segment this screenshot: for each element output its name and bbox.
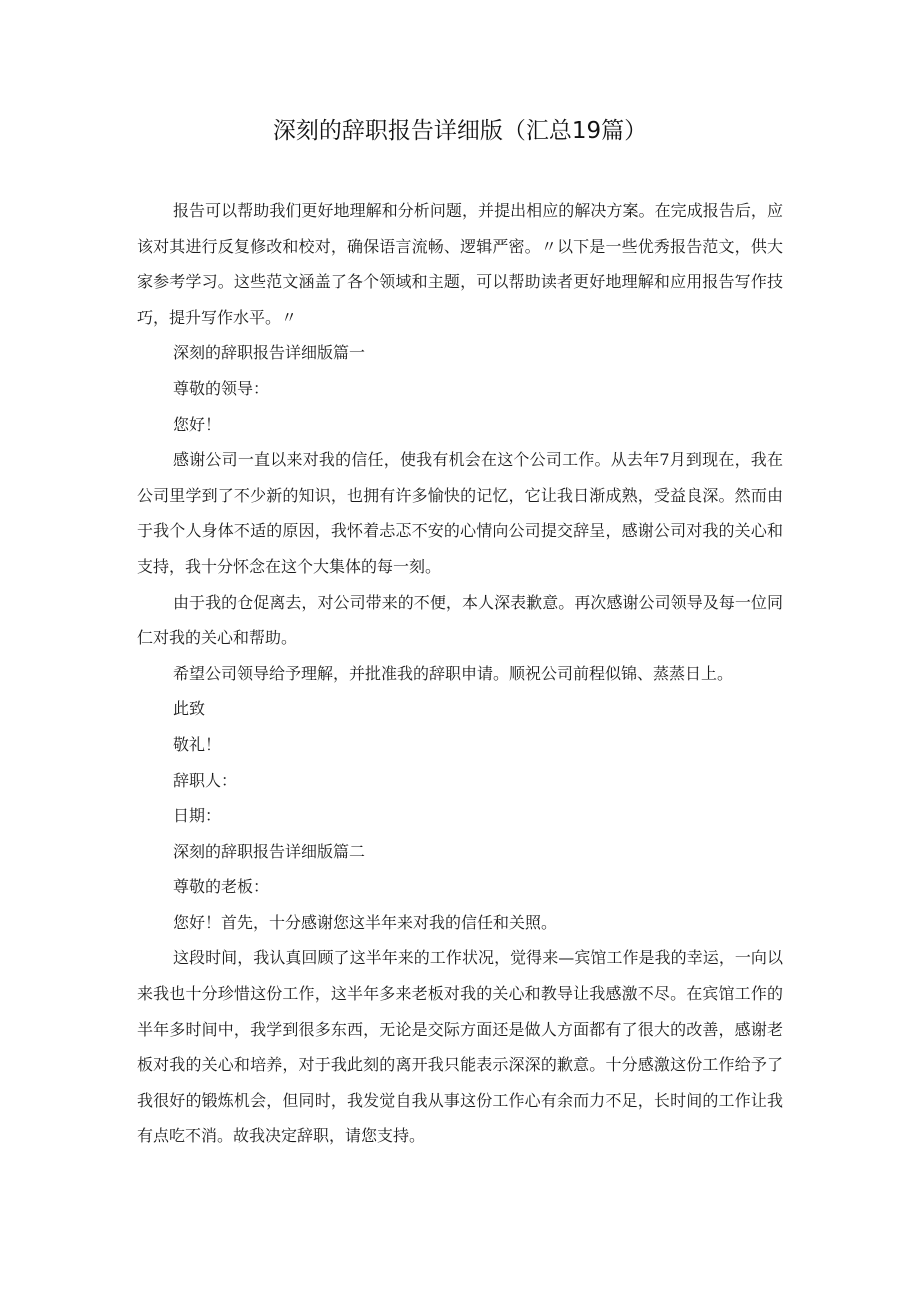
document-body [137, 193, 783, 1154]
signature-line: 辞职人： [173, 770, 238, 790]
salutation: 尊敬的老板： [173, 877, 270, 897]
intro-paragraph: 报告可以帮助我们更好地理解和分析问题，并提出相应的解决方案。在完成报告后，应该对其进行反复修改和校对，确保语言流畅、逻辑严密。〃以下是一些优秀报告范文，供大家参考学习。这些范文涵盖了各个领域和主题，可以帮助读者更好地理解和应用报告写作技巧，提升写作水平。〃 [137, 201, 783, 327]
body-paragraph: 这段时间，我认真回顾了这半年来的工作状况，觉得来—宾馆工作是我的幸运，一向以来我也十分珍惜这份工作，这半年多来老板对我的关心和教导让我感激不尽。在宾馆工作的半年多时间中，我学到很多东西，无论是交际方面还是做人方面都有了很大的改善，感谢老板对我的关心和培养，对于我此刻的离开我只能表示深深的歉意。十分感激这份工作给予了我很好的锻炼机会，但同时，我发觉自我从事这份工作心有余而力不足，长时间的工作让我有点吃不消。故我决定辞职，请您支持。 [137, 948, 783, 1146]
section-heading-2: 深刻的辞职报告详细版篇二 [173, 841, 366, 861]
body-paragraph: 希望公司领导给予理解，并批准我的辞职申请。顺祝公司前程似锦、蒸蒸日上。 [173, 663, 734, 683]
document-title: 深刻的辞职报告详细版（汇总19篇） [272, 118, 648, 144]
closing-regards: 敬礼！ [173, 734, 222, 754]
greeting: 您好！首先，十分感谢您这半年来对我的信任和关照。 [173, 912, 558, 932]
greeting: 您好！ [173, 414, 222, 434]
salutation: 尊敬的领导： [173, 378, 270, 398]
body-paragraph: 感谢公司一直以来对我的信任，使我有机会在这个公司工作。从去年7月到现在，我在公司里学到了不少新的知识，也拥有许多愉快的记忆，它让我日渐成熟，受益良深。然而由于我个人身体不适的原因，我怀着忐忑不安的心情向公司提交辞呈，感谢公司对我的关心和支持，我十分怀念在这个大集体的每一刻。 [137, 450, 783, 576]
date-line: 日期： [173, 806, 222, 826]
closing-line: 此致 [173, 699, 206, 719]
section-heading-1: 深刻的辞职报告详细版篇一 [173, 343, 366, 363]
body-paragraph: 由于我的仓促离去，对公司带来的不便，本人深表歉意。再次感谢公司领导及每一位同仁对我的关心和帮助。 [137, 592, 783, 648]
